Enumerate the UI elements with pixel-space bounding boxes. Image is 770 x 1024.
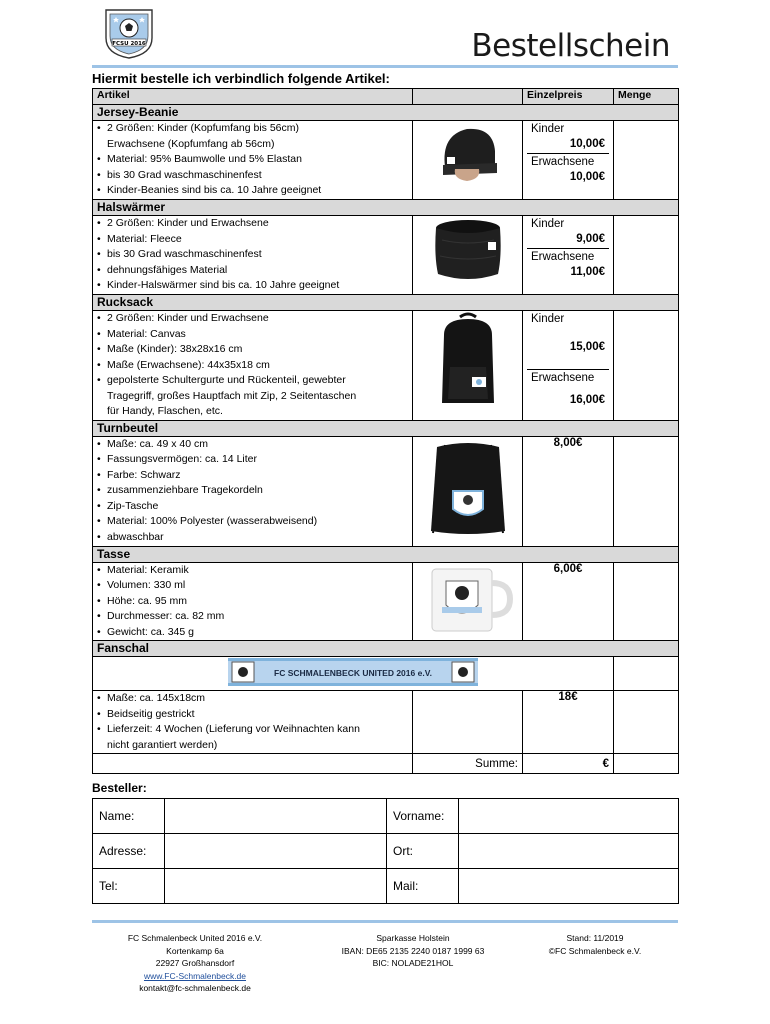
- feature-item: • Material: Fleece: [97, 232, 408, 248]
- address-label: Adresse:: [93, 834, 165, 869]
- qty-cell-neck[interactable]: [614, 216, 679, 295]
- feature-item: • 2 Größen: Kinder und Erwachsene: [97, 311, 408, 327]
- col-article: Artikel: [93, 89, 413, 105]
- feature-item: • 2 Größen: Kinder und Erwachsene: [97, 216, 408, 232]
- product-image-neck: [413, 216, 523, 295]
- price-kids: 9,00€: [576, 233, 605, 245]
- first-name-label: Vorname:: [387, 799, 459, 834]
- footer-line: ©FC Schmalenbeck e.V.: [548, 945, 642, 956]
- intro-text: Hiermit bestelle ich verbindlich folgende Artikel:: [92, 71, 390, 86]
- feature-list: [93, 562, 413, 641]
- qty-cell-gymbag[interactable]: [614, 436, 679, 546]
- footer-line: FC Schmalenbeck United 2016 e.V.: [127, 933, 263, 943]
- phone-field[interactable]: [165, 869, 387, 904]
- price-label-adults: Erwachsene: [527, 248, 609, 263]
- footer-line: IBAN: DE65 2135 2240 0187 1999 63: [341, 945, 485, 956]
- qty-cell-beanie[interactable]: [614, 121, 679, 200]
- feature-item: • Kinder-Beanies sind bis ca. 10 Jahre geeignet: [97, 183, 408, 199]
- price-cell-backpack: [523, 311, 614, 421]
- sum-qty-cell: [614, 754, 679, 774]
- feature-item: • Material: 95% Baumwolle und 5% Elastan: [97, 152, 408, 168]
- col-image-header: [413, 89, 523, 105]
- feature-item: • Höhe: ca. 95 mm: [97, 594, 408, 610]
- document-title: Bestellschein: [471, 28, 670, 64]
- feature-item: • Maße: ca. 49 x 40 cm: [97, 437, 408, 453]
- orderer-table: [92, 798, 679, 904]
- feature-item: • Maße: ca. 145x18cm: [97, 691, 408, 707]
- website-link[interactable]: www.FC-Schmalenbeck.de: [143, 970, 247, 981]
- feature-list: [93, 216, 413, 295]
- mug-icon: [422, 563, 514, 635]
- orderer-row: [93, 869, 679, 904]
- section-header: [93, 295, 679, 311]
- price-kids: 10,00€: [569, 138, 605, 150]
- feature-item: • bis 30 Grad waschmaschinenfest: [97, 247, 408, 263]
- col-price: Einzelpreis: [523, 89, 614, 105]
- feature-list: [93, 691, 413, 754]
- feature-list: [93, 436, 413, 546]
- product-image-mug: [413, 562, 523, 641]
- price-label-kids: Kinder: [531, 313, 565, 325]
- footer-line: Sparkasse Holstein: [376, 933, 450, 943]
- scarf-empty-cell: [413, 691, 523, 754]
- qty-cell-backpack[interactable]: [614, 311, 679, 421]
- order-table: [92, 88, 679, 774]
- section-header: [93, 641, 679, 657]
- price-adults: 11,00€: [570, 266, 605, 278]
- feature-item: • Material: 100% Polyester (wasserabweisend): [97, 514, 408, 530]
- feature-item: • zusammenziehbare Tragekordeln: [97, 483, 408, 499]
- mail-label: Mail:: [387, 869, 459, 904]
- footer-line: BIC: NOLADE21HOL: [372, 958, 454, 968]
- feature-item: Erwachsene (Kopfumfang ab 56cm): [107, 137, 275, 150]
- qty-cell-scarf[interactable]: [614, 691, 679, 754]
- orderer-title: Besteller:: [92, 781, 147, 795]
- product-row-neck: [93, 216, 679, 295]
- table-header-row: [93, 89, 679, 105]
- product-image-gymbag: [413, 436, 523, 546]
- price-cell-beanie: [523, 121, 614, 200]
- price-adults: 16,00€: [569, 394, 605, 406]
- price-kids: 15,00€: [569, 341, 605, 353]
- price-mug: 6,00€: [523, 562, 614, 641]
- feature-item: • Durchmesser: ca. 82 mm: [97, 609, 408, 625]
- footer-line: 22927 Großhansdorf: [155, 958, 235, 968]
- feature-item: für Handy, Flaschen, etc.: [107, 405, 223, 417]
- sum-empty-cell: [93, 754, 413, 774]
- section-title-mug: Tasse: [93, 546, 679, 562]
- section-title-beanie: Jersey-Beanie: [93, 105, 679, 121]
- city-label: Ort:: [387, 834, 459, 869]
- feature-item: • gepolsterte Schultergurte und Rückenteil, gewebter: [97, 373, 408, 389]
- neck-warmer-icon: [430, 216, 506, 284]
- feature-item: • Lieferzeit: 4 Wochen (Lieferung vor Weihnachten kann: [97, 722, 408, 738]
- city-field[interactable]: [459, 834, 679, 869]
- product-row-beanie: [93, 121, 679, 200]
- phone-label: Tel:: [93, 869, 165, 904]
- feature-item: • Zip-Tasche: [97, 499, 408, 515]
- section-header: [93, 105, 679, 121]
- section-header: [93, 420, 679, 436]
- orderer-row: [93, 799, 679, 834]
- name-label: Name:: [93, 799, 165, 834]
- section-title-gymbag: Turnbeutel: [93, 420, 679, 436]
- feature-item: • Farbe: Schwarz: [97, 468, 408, 484]
- header-rule: [92, 65, 678, 68]
- scarf-banner-text: FC SCHMALENBECK UNITED 2016 e.V.: [274, 668, 432, 678]
- price-label-adults: Erwachsene: [527, 369, 609, 384]
- feature-item: • Gewicht: ca. 345 g: [97, 625, 408, 641]
- scarf-banner-icon: [228, 657, 478, 687]
- footer-line: Stand: 11/2019: [566, 933, 624, 943]
- feature-item: • Volumen: 330 ml: [97, 578, 408, 594]
- address-field[interactable]: [165, 834, 387, 869]
- sum-label: Summe:: [413, 754, 523, 774]
- feature-item: • Maße (Kinder): 38x28x16 cm: [97, 342, 408, 358]
- price-scarf: 18€: [523, 691, 614, 754]
- qty-cell-mug[interactable]: [614, 562, 679, 641]
- feature-item: • Fassungsvermögen: ca. 14 Liter: [97, 452, 408, 468]
- product-image-backpack: [413, 311, 523, 421]
- backpack-icon: [430, 311, 506, 411]
- sum-value: €: [523, 754, 614, 774]
- feature-item: • 2 Größen: Kinder (Kopfumfang bis 56cm): [97, 121, 408, 137]
- scarf-image-row: [93, 657, 679, 691]
- section-title-scarf: Fanschal: [93, 641, 679, 657]
- feature-item: nicht garantiert werden): [107, 738, 218, 751]
- first-name-field[interactable]: [459, 799, 679, 834]
- club-logo: [102, 8, 156, 60]
- orderer-row: [93, 834, 679, 869]
- price-label-kids: Kinder: [531, 123, 565, 135]
- footer-bank: [318, 932, 508, 970]
- price-cell-neck: [523, 216, 614, 295]
- col-qty: Menge: [614, 89, 679, 105]
- logo-text: FCSU 2016: [112, 41, 146, 47]
- sum-row: [93, 754, 679, 774]
- mail-field[interactable]: [459, 869, 679, 904]
- section-title-neck: Halswärmer: [93, 200, 679, 216]
- price-gymbag: 8,00€: [523, 436, 614, 546]
- feature-item: • Beidseitig gestrickt: [97, 707, 408, 723]
- feature-list: [93, 311, 413, 421]
- feature-item: • Material: Canvas: [97, 327, 408, 343]
- product-row-backpack: [93, 311, 679, 421]
- footer-line: Kortenkamp 6a: [166, 945, 224, 956]
- feature-item: • Maße (Erwachsene): 44x35x18 cm: [97, 358, 408, 374]
- feature-list: [93, 121, 413, 200]
- section-title-backpack: Rucksack: [93, 295, 679, 311]
- qty-cell-scarf-image: [614, 657, 679, 691]
- feature-item: • bis 30 Grad waschmaschinenfest: [97, 168, 408, 184]
- product-image-beanie: [413, 121, 523, 200]
- gymbag-icon: [425, 437, 511, 537]
- feature-item: • dehnungsfähiges Material: [97, 263, 408, 279]
- feature-item: • Material: Keramik: [97, 563, 408, 579]
- product-image-scarf: [93, 657, 614, 691]
- feature-item: • Kinder-Halswärmer sind bis ca. 10 Jahre geeignet: [97, 278, 408, 294]
- footer-address: [110, 932, 280, 995]
- feature-item: • abwaschbar: [97, 530, 408, 546]
- section-header: [93, 200, 679, 216]
- product-row-scarf: [93, 691, 679, 754]
- price-label-adults: Erwachsene: [527, 153, 609, 168]
- footer-meta: [520, 932, 670, 957]
- footer-email: kontakt@fc-schmalenbeck.de: [139, 983, 251, 993]
- footer-rule: [92, 920, 678, 923]
- product-row-gymbag: [93, 436, 679, 546]
- feature-item: Tragegriff, großes Hauptfach mit Zip, 2 Seitentaschen: [107, 389, 357, 402]
- section-header: [93, 546, 679, 562]
- name-field[interactable]: [165, 799, 387, 834]
- price-adults: 10,00€: [569, 171, 605, 183]
- price-label-kids: Kinder: [531, 218, 565, 230]
- product-row-mug: [93, 562, 679, 641]
- beanie-icon: [433, 121, 503, 183]
